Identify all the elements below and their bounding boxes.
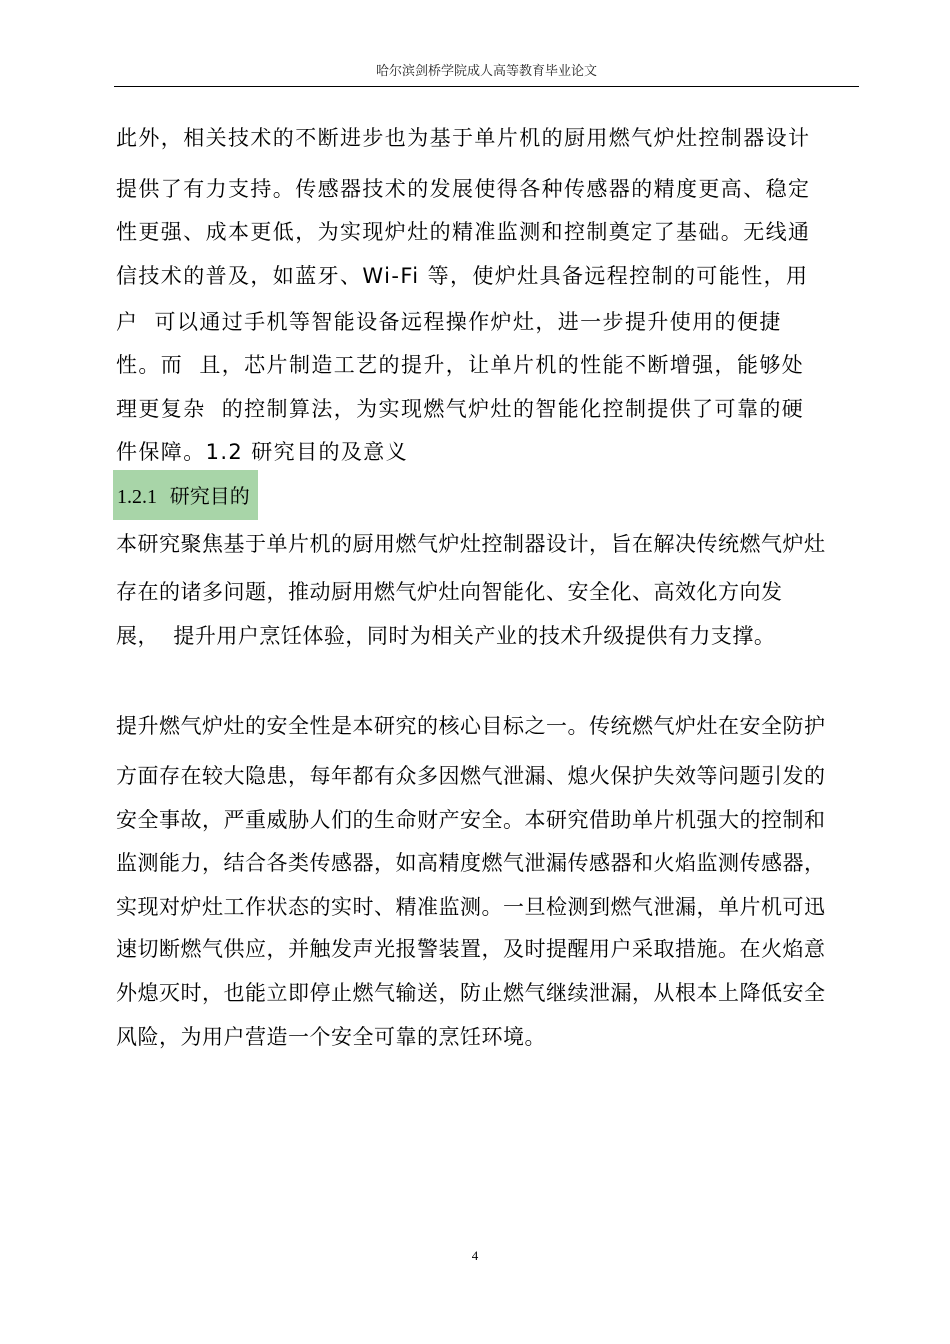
paragraph-line: 信技术的普及，如蓝牙、Wi-Fi 等，使炉灶具备远程控制的可能性，用 [116,264,809,288]
paragraph-line: 风险，为用户营造一个安全可靠的烹饪环境。 [116,1025,546,1049]
paragraph-line: 此外，相关技术的不断进步也为基于单片机的厨用燃气炉灶控制器设计 [116,126,811,150]
page-number: 4 [471,1248,479,1263]
paragraph-line: 速切断燃气供应，并触发声光报警装置，及时提醒用户采取措施。在火焰意 [116,937,826,961]
paragraph-line: 性。而 且，芯片制造工艺的提升，让单片机的性能不断增强，能够处 [116,353,805,377]
paragraph-line: 方面存在较大隐患，每年都有众多因燃气泄漏、熄火保护失效等问题引发的 [116,764,826,788]
header-title: 哈尔滨剑桥学院成人高等教育毕业论文 [375,64,597,79]
paragraph-line: 存在的诸多问题，推动厨用燃气炉灶向智能化、安全化、高效化方向发 [116,580,783,604]
paragraph-line: 实现对炉灶工作状态的实时、精准监测。一旦检测到燃气泄漏，单片机可迅 [116,895,826,919]
heading-text [117,481,250,512]
paragraph-line: 安全事故，严重威胁人们的生命财产安全。本研究借助单片机强大的控制和 [116,808,826,832]
paragraph-line: 提供了有力支持。传感器技术的发展使得各种传感器的精度更高、稳定 [116,177,811,201]
heading-number: 1.2.1 [117,486,157,508]
paragraph-line: 性更强、成本更低，为实现炉灶的精准监测和控制奠定了基础。无线通 [116,220,811,244]
paragraph-line: 本研究聚焦基于单片机的厨用燃气炉灶控制器设计，旨在解决传统燃气炉灶 [116,532,826,556]
paragraph-line: 件保障。1.2 研究目的及意义 [116,440,409,464]
paragraph-line: 外熄灭时，也能立即停止燃气输送，防止燃气继续泄漏，从根本上降低安全 [116,981,826,1005]
paragraph-line: 监测能力，结合各类传感器，如高精度燃气泄漏传感器和火焰监测传感器， [116,851,826,875]
heading-title: 研究目的 [169,484,250,508]
paragraph-line: 理更复杂 的控制算法，为实现燃气炉灶的智能化控制提供了可靠的硬 [116,397,805,421]
paragraph-line: 展， 提升用户烹饪体验，同时为相关产业的技术升级提供有力支撑。 [116,624,776,648]
paragraph-line: 提升燃气炉灶的安全性是本研究的核心目标之一。传统燃气炉灶在安全防护 [116,714,826,738]
paragraph-line: 户 可以通过手机等智能设备远程操作炉灶，进一步提升使用的便捷 [116,310,782,334]
header-divider [114,86,859,87]
